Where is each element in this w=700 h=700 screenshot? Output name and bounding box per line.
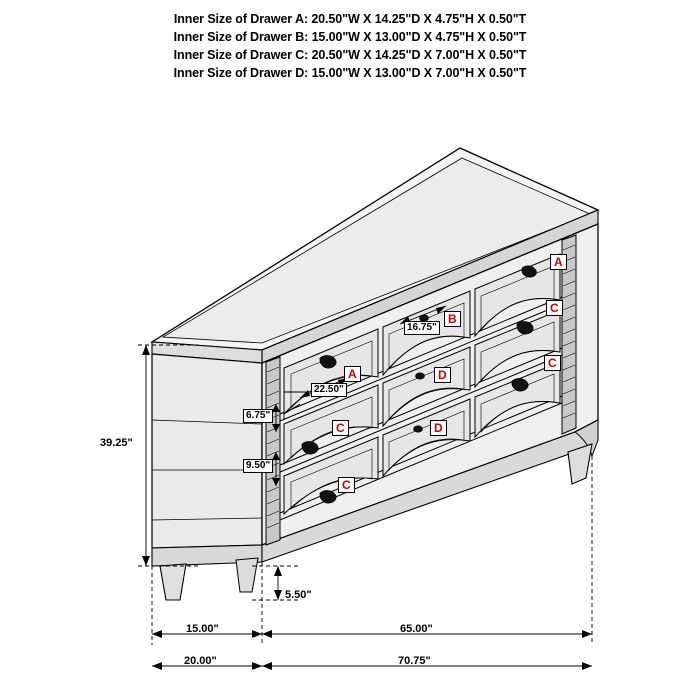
dim-main-width: 65.00" [400,623,433,635]
drawer-label-a-left: A [344,366,361,382]
dim-drawer-height-large: 9.50" [243,459,273,473]
dim-total-width: 70.75" [398,655,431,667]
drawer-label-c-left-lower: C [338,477,355,493]
drawer-label-c-left-upper: C [332,420,349,436]
dim-overall-height: 39.25" [100,437,133,449]
drawer-label-c-right-upper: C [546,300,563,316]
drawer-label-c-right-lower: C [544,355,561,371]
spec-line-c: Inner Size of Drawer C: 20.50"W X 14.25"D X 7.00"H X 0.50"T [173,48,527,62]
spec-line-b: Inner Size of Drawer B: 15.00"W X 13.00"D X 4.75"H X 0.50"T [173,30,527,44]
dim-drawer-width-left: 22.50" [311,383,347,397]
spec-line-d: Inner Size of Drawer D: 15.00"W X 13.00"D X 7.00"H X 0.50"T [173,66,527,80]
drawer-label-d-center-lower: D [430,420,447,436]
dim-drawer-height-small: 6.75" [243,409,273,423]
dim-left-section-width: 15.00" [186,623,219,635]
drawer-label-a-right: A [550,254,567,270]
drawer-label-d-center-upper: D [434,367,451,383]
dim-drawer-depth-top: 16.75" [404,321,440,335]
dim-base-left-width: 20.00" [184,655,217,667]
spec-line-a: Inner Size of Drawer A: 20.50"W X 14.25"D X 4.75"H X 0.50"T [173,12,527,26]
dim-leg-height: 5.50" [285,589,312,601]
dresser-left-side-panel [152,354,262,600]
drawer-label-b-center: B [444,311,461,327]
